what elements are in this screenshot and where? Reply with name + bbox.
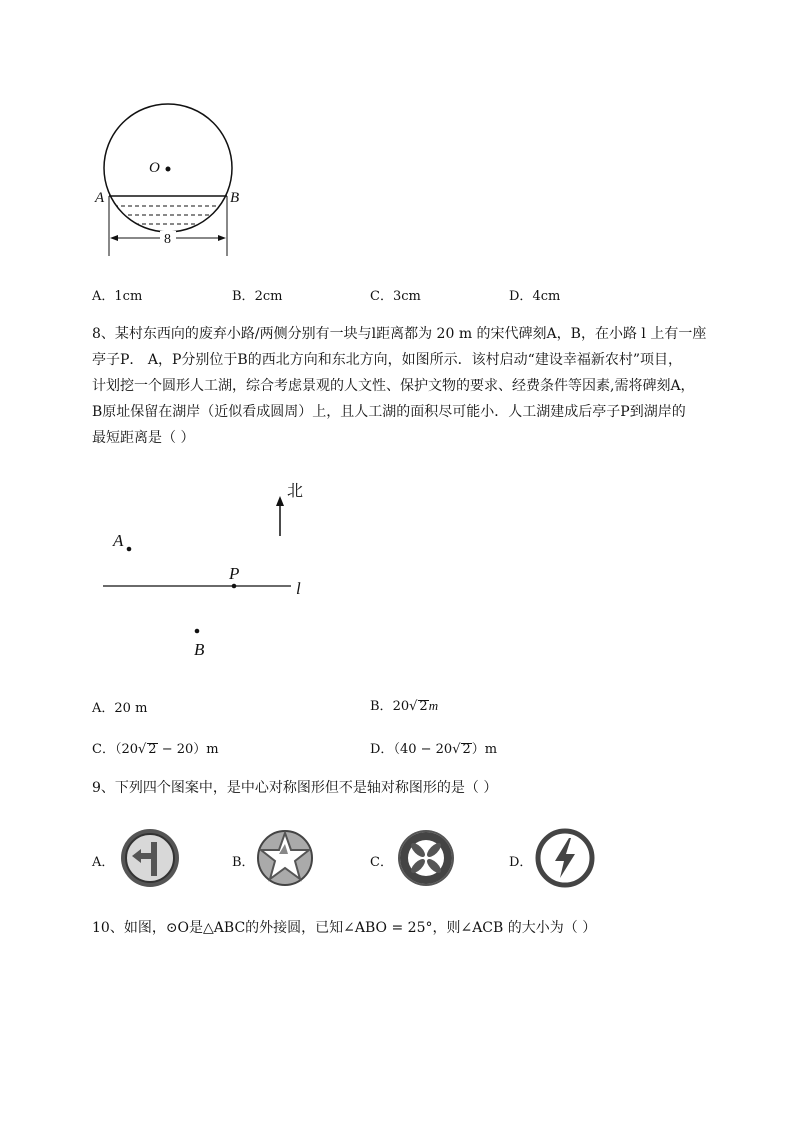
q9-stem: 9、下列四个图案中，是中心对称图形但不是轴对称图形的是（ ） — [92, 780, 498, 796]
option-text: 4cm — [532, 289, 561, 304]
north-label: 北 — [287, 481, 304, 500]
option-letter: B． — [370, 699, 393, 714]
option-letter: A． — [92, 289, 115, 304]
option-letter: C． — [92, 742, 115, 757]
label-o: O — [149, 160, 160, 176]
option-text: （20 — [114, 742, 138, 757]
point-b — [195, 629, 200, 634]
label-width: 8 — [164, 232, 171, 247]
q9-option-a-letter: A． — [92, 855, 115, 870]
option-letter: D． — [370, 742, 394, 757]
q8-stem-line-3: 计划挖一个圆形人工湖，综合考虑景观的人文性、保护文物的要求、经费条件等因素,需将碑刻A， — [92, 378, 695, 394]
option-letter: D． — [509, 289, 533, 304]
q8-option-c: C．（20√ 2 − 20）m — [92, 742, 219, 757]
q9-option-b-letter: B． — [232, 855, 255, 870]
option-letter: A． — [92, 701, 115, 716]
q8-option-d: D．（40 − 20√ 2）m — [370, 742, 498, 757]
radicand: 2 — [148, 742, 157, 757]
label-b: B — [230, 190, 240, 206]
q8-stem-line-2: 亭子P． A，P分别位于B的西北方向和东北方向，如图所示．该村启动“建设幸福新农村”项目， — [92, 352, 683, 368]
option-text-tail: − 20）m — [157, 742, 219, 757]
option-text: 1cm — [114, 289, 143, 304]
label-a: A — [113, 531, 124, 550]
lightning-circle-icon — [535, 828, 595, 888]
label-p: P — [229, 564, 240, 583]
option-letter: C． — [370, 289, 393, 304]
option-text: 3cm — [392, 289, 421, 304]
radicand: 2 — [462, 742, 471, 757]
option-unit: m — [428, 698, 439, 713]
option-text: 20 m — [114, 701, 148, 716]
option-text-tail: ）m — [471, 742, 498, 757]
q8-stem-line-5: 最短距离是（ ） — [92, 430, 195, 446]
q8-stem-line-4: B原址保留在湖岸（近似看成圆周）上，且人工湖的面积尽可能小．人工湖建成后亭子P到湖岸的 — [92, 404, 686, 420]
q8-option-a — [92, 697, 147, 716]
left-turn-sign-icon — [120, 828, 180, 888]
label-l: l — [296, 579, 301, 598]
q9-option-c-letter: C． — [370, 855, 393, 870]
q10-stem: 10、如图，⊙O是△ABC的外接圆，已知∠ABO = 25°，则∠ACB 的大小为（ ） — [92, 920, 597, 936]
label-b: B — [194, 640, 205, 659]
option-text: 2cm — [254, 289, 283, 304]
radicand: 2 — [419, 699, 428, 714]
star-circle-icon — [255, 828, 315, 888]
point-p — [232, 584, 237, 589]
option-letter: B． — [232, 289, 255, 304]
option-text: 20 — [392, 699, 410, 714]
point-a — [127, 547, 132, 552]
four-petal-icon — [396, 828, 456, 888]
option-text: （40 − 20 — [393, 742, 453, 757]
label-a: A — [95, 190, 105, 206]
q9-option-d-letter: D． — [509, 855, 533, 870]
q8-stem-line-1: 8、某村东西向的废弃小路/两侧分别有一块与l距离都为 20 m 的宋代碑刻A，B，在小路 l 上有一座 — [92, 326, 707, 342]
q8-option-b: B．20√ 2m — [370, 698, 439, 714]
